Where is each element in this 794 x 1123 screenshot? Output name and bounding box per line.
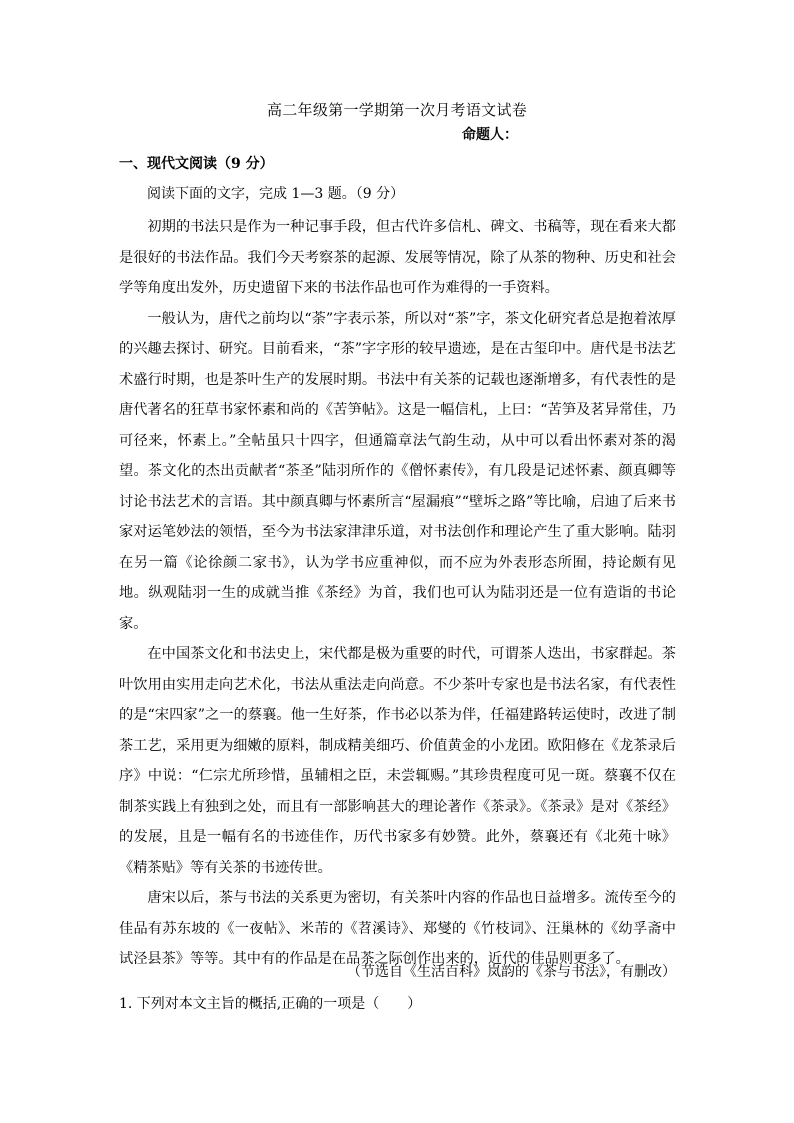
passage-paragraph: 一般认为，唐代之前均以“荼”字表示茶，所以对“茶”字，茶文化研究者总是抱着浓厚的兴趣去探讨、研究。目前看来，“茶”字字形的较早遗迹，是在古玺印中。唐代是书法艺术盛行时期，也是茶叶生产的发展时期。书法中有关茶的记载也逐渐增多，有代表性的是唐代著名的狂草书家怀素和尚的《苦笋帖》。这是一幅信札，上曰：“苦笋及茗异常佳，乃可径来，怀素上。”全帖虽只十四字，但通篇章法气韵生动，从中可以看出怀素对茶的渴望。茶文化的杰出贡献者“茶圣”陆羽所作的《僧怀素传》，有几段是记述怀素、颜真卿等讨论书法艺术的言语。其中颜真卿与怀素所言“屋漏痕”“壁坼之路”等比喻，启迪了后来书家对运笔妙法的领悟，至今为书法家津津乐道，对书法创作和理论产生了重大影响。陆羽在另一篇《论徐颜二家书》，认为学书应重神似，而不应为外表形态所囿，持论颇有见地。纵观陆羽一生的成就当推《茶经》为首，我们也可认为陆羽还是一位有造诣的书论家。 [119, 310, 676, 632]
passage-paragraph: 在中国茶文化和书法史上，宋代都是极为重要的时代，可谓茶人迭出，书家群起。茶叶饮用由实用走向艺术化，书法从重法走向尚意。不少茶叶专家也是书法名家，有代表性的是“宋四家”之一的蔡襄。他一生好茶，作书必以茶为伴，任福建路转运使时，改进了制茶工艺，采用更为细嫩的原料，制成精美细巧、价值黄金的小龙团。欧阳修在《龙茶录后序》中说：“仁宗尤所珍惜，虽辅相之臣，未尝辄赐。”其珍贵程度可见一斑。蔡襄不仅在制茶实践上有独到之处，而且有一部影响甚大的理论著作《茶录》。《茶录》是对《茶经》的发展，且是一幅有名的书迹佳作，历代书家多有妙赞。此外，蔡襄还有《北苑十咏》《精茶贴》等有关茶的书迹传世。 [119, 646, 676, 876]
passage-source: （节选自《生活百科》岚韵的《茶与书法》，有删改） [347, 964, 676, 980]
author-label: 命题人： [462, 127, 518, 143]
passage-paragraph: 初期的书法只是作为一种记事手段，但古代许多信札、碑文、书稿等，现在看来大都是很好的书法作品。我们今天考察茶的起源、发展等情况，除了从茶的物种、历史和社会学等角度出发外，历史遗留下来的书法作品也可作为难得的一手资料。 [119, 219, 676, 296]
section-instruction: 阅读下面的文字，完成 1—3 题。（9 分） [147, 186, 405, 202]
exam-title: 高二年级第一学期第一次月考语文试卷 [266, 101, 528, 119]
section-heading: 一、现代文阅读（9 分） [119, 156, 274, 172]
question-1: 1. 下列对本文主旨的概括,正确的一项是（ ） [119, 996, 422, 1012]
passage-paragraph: 唐宋以后，茶与书法的关系更为密切，有关茶叶内容的作品也日益增多。流传至今的佳品有苏东坡的《一夜帖》、米芾的《苕溪诗》、郑燮的《竹枝词》、汪巢林的《幼孚斋中试泾县茶》等等。其中有的作品是在品茶之际创作出来的，近代的佳品则更多了。 [119, 890, 676, 967]
reading-passage [119, 212, 676, 975]
